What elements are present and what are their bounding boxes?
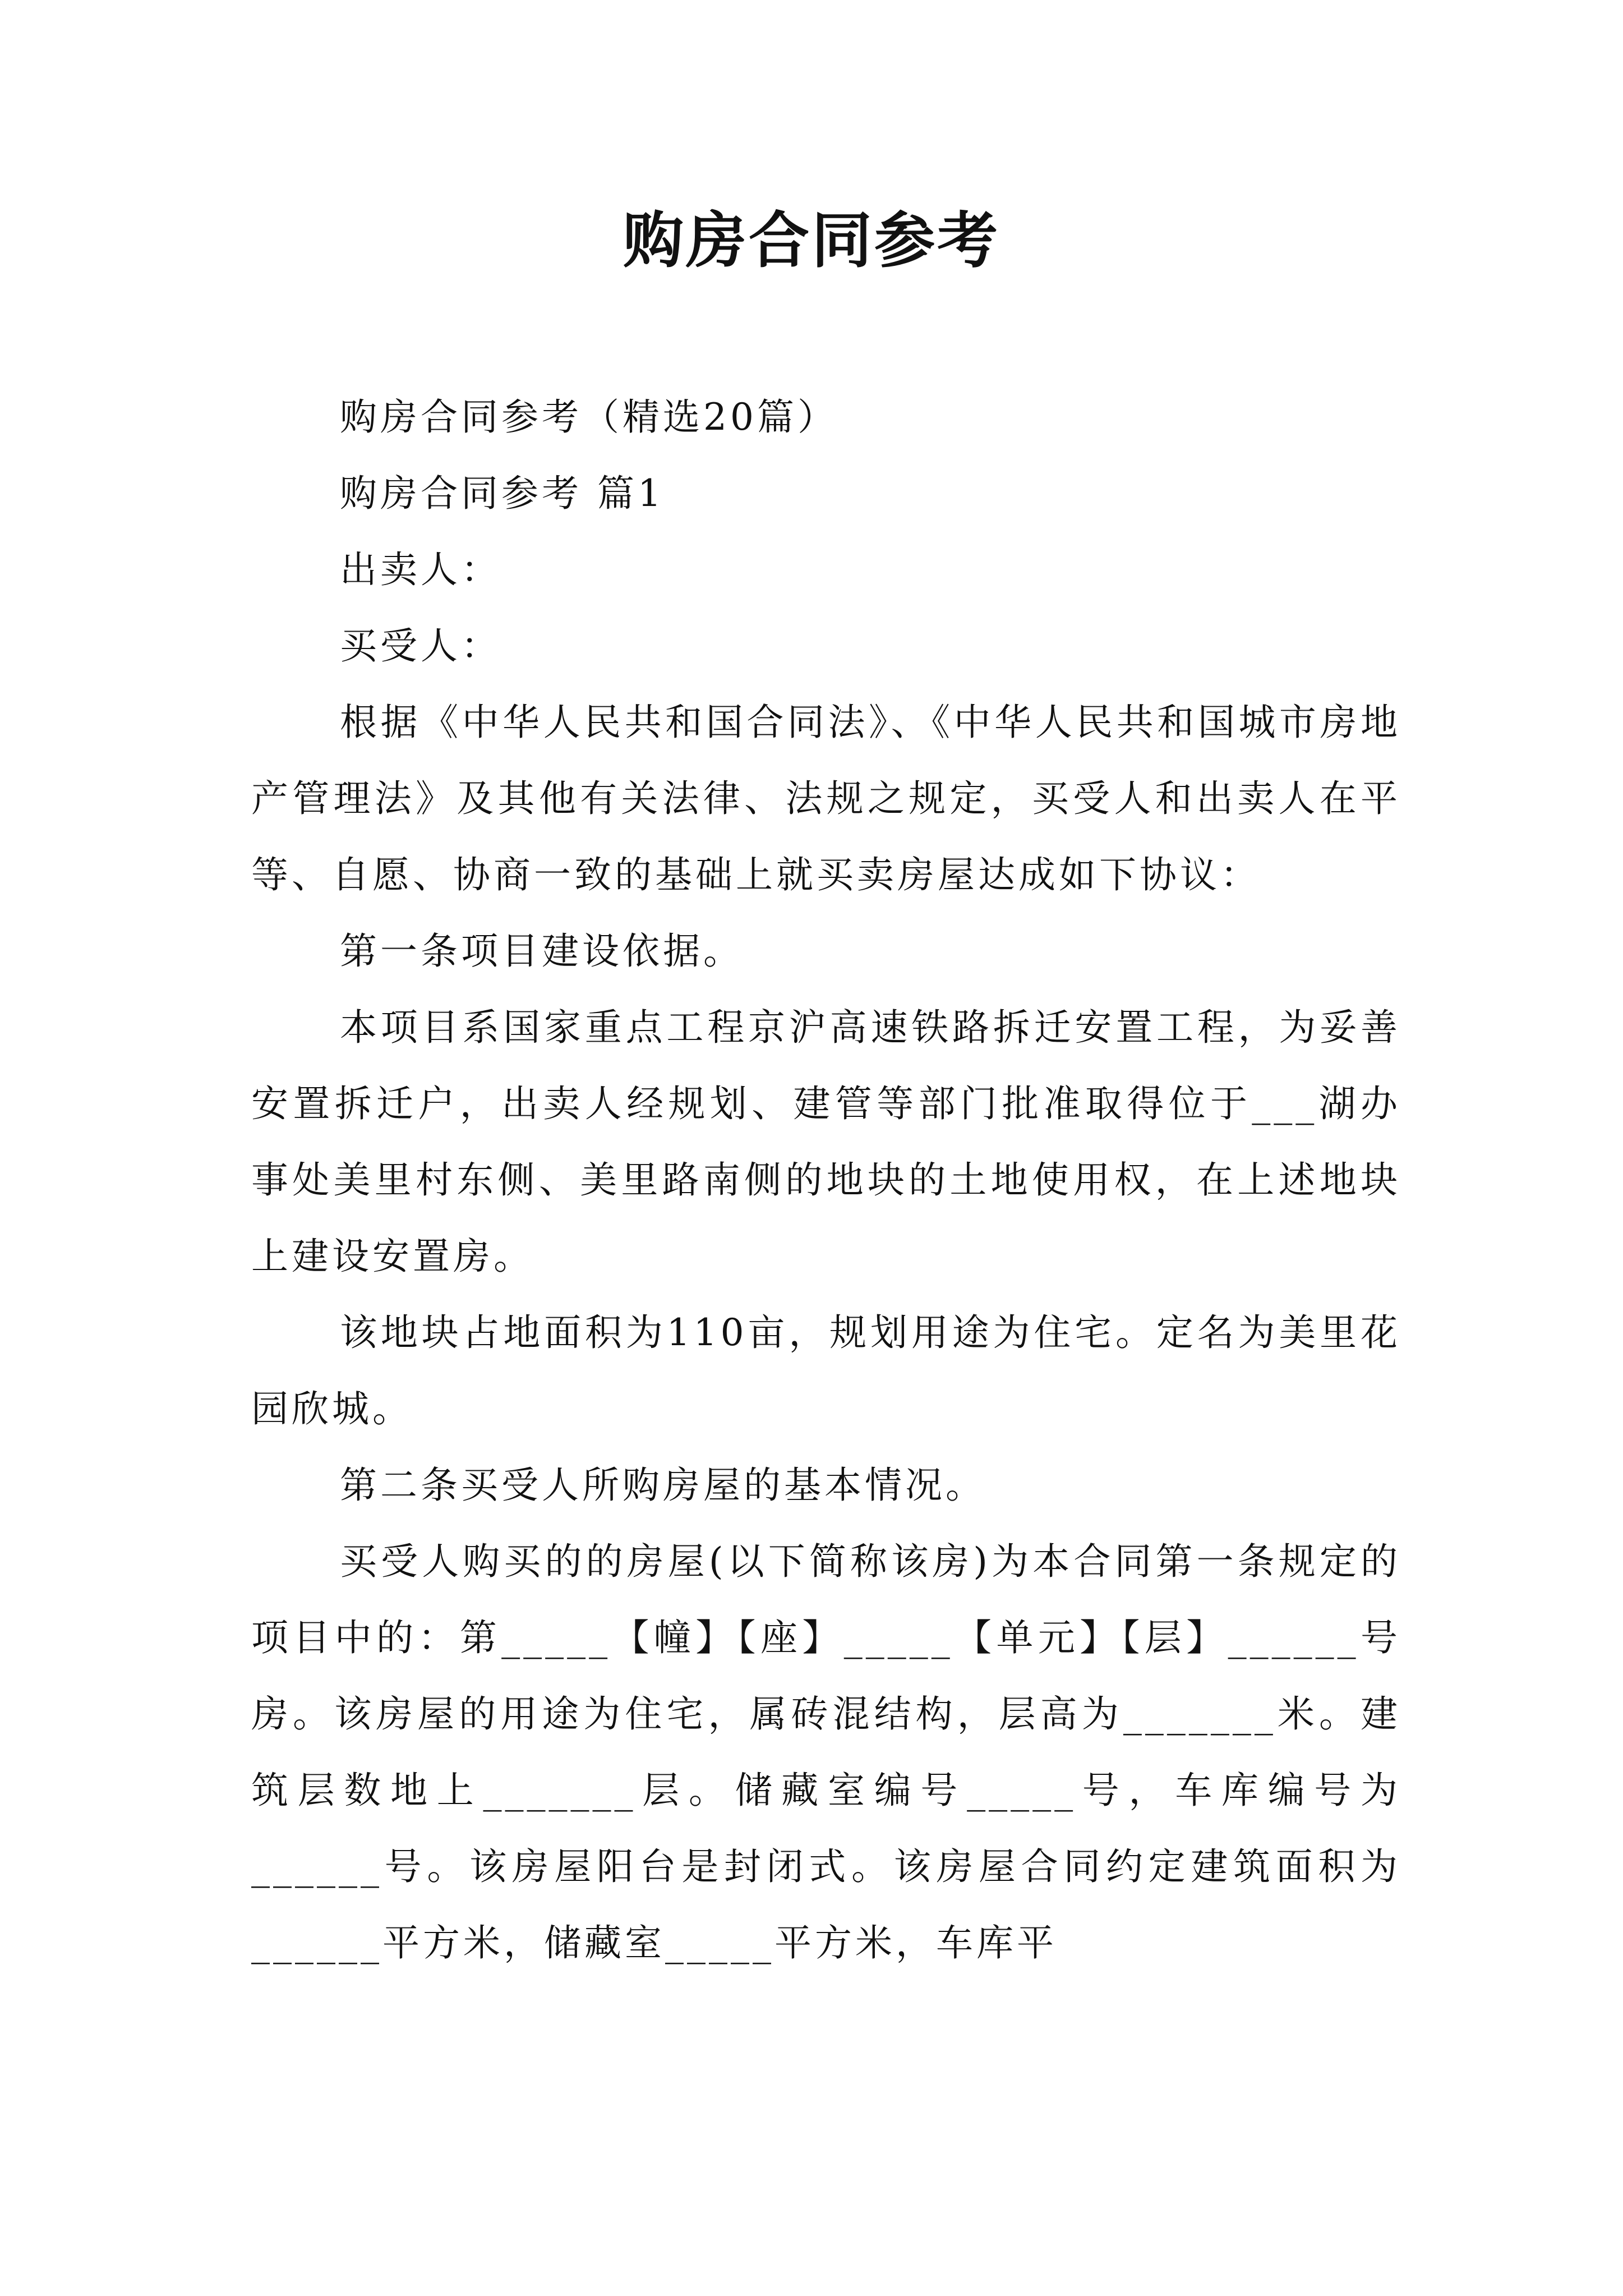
article-1-paragraph: 本项目系国家重点工程京沪高速铁路拆迁安置工程，为妥善安置拆迁户，出卖人经规划、建管等部门批准取得位于___湖办事处美里村东侧、美里路南侧的地块的土地使用权，在上述地块上建设安置房。	[251, 1006, 1401, 1278]
subtitle-paragraph: 购房合同参考（精选20篇）	[340, 395, 838, 439]
land-area-paragraph: 该地块占地面积为110亩，规划用途为住宅。定名为美里花园欣城。	[251, 1311, 1401, 1430]
section-heading: 购房合同参考 篇1	[340, 472, 665, 515]
preamble-paragraph: 根据《中华人民共和国合同法》、《中华人民共和国城市房地产管理法》及其他有关法律、法规之规定，买受人和出卖人在平等、自愿、协商一致的基础上就买卖房屋达成如下协议：	[251, 701, 1401, 896]
buyer-line: 买受人：	[340, 624, 501, 668]
document-body	[251, 379, 1401, 1981]
article-2-heading: 第二条买受人所购房屋的基本情况。	[340, 1464, 986, 1507]
article-1-heading: 第一条项目建设依据。	[340, 930, 744, 973]
document-title: 购房合同参考	[623, 206, 1000, 276]
seller-line: 出卖人：	[340, 548, 501, 591]
article-2-paragraph: 买受人购买的的房屋(以下简称该房)为本合同第一条规定的项目中的：第_____【幢】【座】_____【单元】【层】______号房。该房屋的用途为住宅，属砖混结构，层高为_______米。建筑层数地上_______层。储藏室编号_____号，车库编号为______号。该房屋阳台是封闭式。该房屋合同约定建筑面积为______平方米，储藏室_____平方米，车库平	[251, 1540, 1401, 1964]
